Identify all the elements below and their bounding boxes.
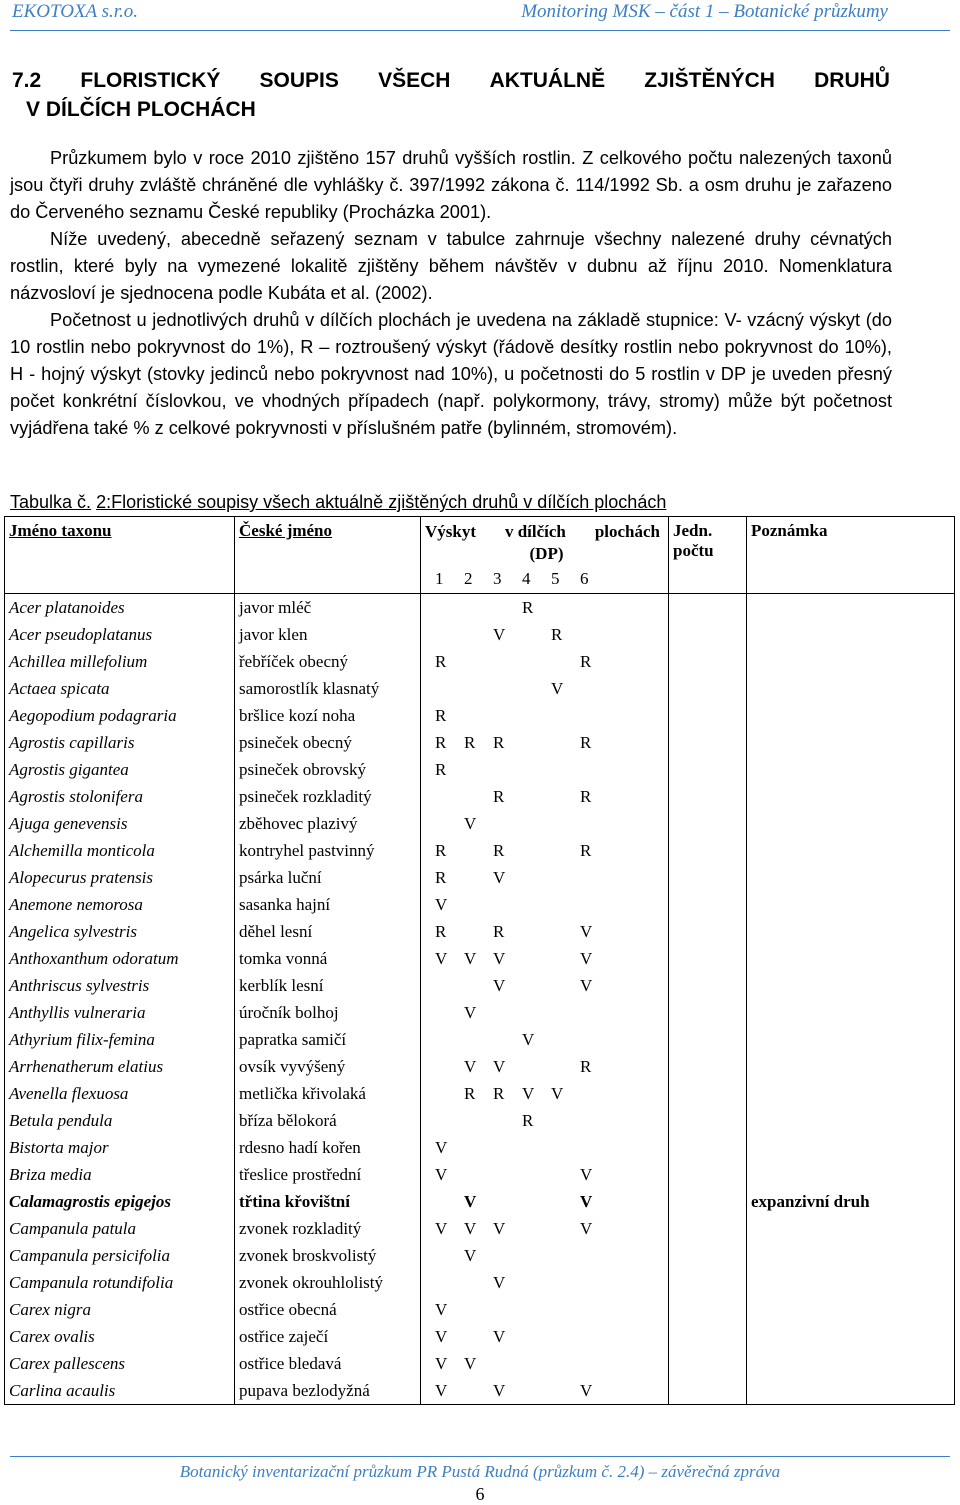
count-unit — [669, 1080, 747, 1107]
dp-occurrence — [421, 837, 669, 864]
table-row — [5, 783, 955, 810]
dp-value: V — [522, 1029, 535, 1049]
section-heading-word: DRUHŮ — [814, 69, 890, 92]
dp-value: V — [464, 813, 477, 833]
note: expanzivní druh — [747, 1188, 955, 1215]
occ-header-word2: v dílčích — [504, 522, 566, 541]
dp-value: V — [435, 948, 448, 968]
count-unit — [669, 648, 747, 675]
dp-value: V — [551, 678, 564, 698]
latin-name: Achillea millefolium — [5, 648, 235, 675]
dp-value: V — [435, 1299, 448, 1319]
dp-value: R — [493, 1083, 505, 1103]
section-heading — [12, 66, 890, 124]
dp-value: V — [435, 1137, 448, 1157]
note — [747, 756, 955, 783]
count-unit — [669, 891, 747, 918]
dp-value: V — [464, 1353, 477, 1373]
table-row — [5, 1296, 955, 1323]
dp-numbers — [421, 565, 669, 594]
section-heading-line1 — [12, 66, 890, 95]
table-row — [5, 1161, 955, 1188]
table-row — [5, 756, 955, 783]
latin-name: Agrostis stolonifera — [5, 783, 235, 810]
latin-name: Acer pseudoplatanus — [5, 621, 235, 648]
dp-value: V — [493, 975, 506, 995]
table-row — [5, 1134, 955, 1161]
czech-name: pupava bezlodyžná — [235, 1377, 421, 1405]
czech-name: kontryhel pastvinný — [235, 837, 421, 864]
latin-name: Bistorta major — [5, 1134, 235, 1161]
note — [747, 1269, 955, 1296]
dp-value: R — [435, 867, 447, 887]
dp-value: R — [464, 732, 476, 752]
czech-name: třeslice prostřední — [235, 1161, 421, 1188]
count-unit — [669, 1188, 747, 1215]
czech-name: psineček obrovský — [235, 756, 421, 783]
count-unit — [669, 810, 747, 837]
latin-name: Anthriscus sylvestris — [5, 972, 235, 999]
note — [747, 1053, 955, 1080]
table-row — [5, 864, 955, 891]
latin-name: Alopecurus pratensis — [5, 864, 235, 891]
czech-name: ovsík vyvýšený — [235, 1053, 421, 1080]
dp-value: V — [464, 1218, 477, 1238]
count-header-line2: počtu — [673, 541, 714, 560]
count-unit — [669, 1215, 747, 1242]
dp-value: V — [493, 1326, 506, 1346]
count-unit — [669, 918, 747, 945]
count-unit — [669, 1242, 747, 1269]
count-unit — [669, 1053, 747, 1080]
table-row — [5, 945, 955, 972]
czech-name: bříza bělokorá — [235, 1107, 421, 1134]
czech-name: metlička křivolaká — [235, 1080, 421, 1107]
note — [747, 972, 955, 999]
count-unit — [669, 756, 747, 783]
note — [747, 918, 955, 945]
dp-value: R — [580, 651, 592, 671]
latin-name: Campanula rotundifolia — [5, 1269, 235, 1296]
table-row — [5, 1080, 955, 1107]
table-row — [5, 675, 955, 702]
czech-name: javor mléč — [235, 594, 421, 622]
dp-value: R — [580, 786, 592, 806]
page-footer — [0, 1462, 960, 1482]
dp-occurrence — [421, 756, 669, 783]
note — [747, 837, 955, 864]
dp-value: V — [435, 1164, 448, 1184]
czech-name: děhel lesní — [235, 918, 421, 945]
table-row — [5, 810, 955, 837]
footer-rule — [10, 1456, 950, 1457]
dp-value: V — [464, 1002, 477, 1022]
dp-value: V — [464, 1056, 477, 1076]
page-header — [0, 0, 960, 32]
dp-value: V — [464, 1245, 477, 1265]
dp-occurrence — [421, 810, 669, 837]
dp-value: V — [580, 948, 593, 968]
czech-name: zvonek broskvolistý — [235, 1242, 421, 1269]
section-heading-word: ZJIŠTĚNÝCH — [644, 69, 775, 92]
note — [747, 1134, 955, 1161]
count-unit — [669, 1107, 747, 1134]
table-row — [5, 1350, 955, 1377]
dp-value: V — [580, 1191, 593, 1211]
dp-value: R — [493, 840, 505, 860]
count-unit — [669, 1350, 747, 1377]
table-caption — [10, 492, 666, 513]
dp-value: V — [580, 921, 593, 941]
dp-value: R — [435, 705, 447, 725]
dp-value: R — [435, 840, 447, 860]
czech-name: papratka samičí — [235, 1026, 421, 1053]
dp-occurrence — [421, 972, 669, 999]
count-unit — [669, 783, 747, 810]
note — [747, 1323, 955, 1350]
czech-name: psineček rozkladitý — [235, 783, 421, 810]
count-unit — [669, 999, 747, 1026]
latin-name: Aegopodium podagraria — [5, 702, 235, 729]
latin-name: Arrhenatherum elatius — [5, 1053, 235, 1080]
dp-occurrence — [421, 783, 669, 810]
note — [747, 783, 955, 810]
dp-value: R — [580, 1056, 592, 1076]
dp-occurrence — [421, 1296, 669, 1323]
dp-occurrence — [421, 1377, 669, 1405]
dp-value: R — [551, 624, 563, 644]
dp-occurrence — [421, 648, 669, 675]
dp-value: V — [464, 948, 477, 968]
dp-occurrence — [421, 999, 669, 1026]
section-heading-word: SOUPIS — [259, 69, 339, 92]
czech-name: tomka vonná — [235, 945, 421, 972]
dp-number: 6 — [580, 569, 589, 588]
note — [747, 648, 955, 675]
dp-occurrence — [421, 1269, 669, 1296]
dp-value: V — [580, 1218, 593, 1238]
czech-name: sasanka hajní — [235, 891, 421, 918]
latin-name: Athyrium filix-femina — [5, 1026, 235, 1053]
count-unit — [669, 594, 747, 622]
latin-name: Anthoxanthum odoratum — [5, 945, 235, 972]
dp-number: 5 — [551, 569, 560, 588]
dp-value: R — [435, 651, 447, 671]
czech-name: samorostlík klasnatý — [235, 675, 421, 702]
dp-value: R — [435, 759, 447, 779]
table-row — [5, 1026, 955, 1053]
latin-name: Ajuga genevensis — [5, 810, 235, 837]
note — [747, 945, 955, 972]
czech-name: psárka luční — [235, 864, 421, 891]
table-row — [5, 621, 955, 648]
table-header-row — [5, 517, 955, 566]
latin-name: Angelica sylvestris — [5, 918, 235, 945]
dp-occurrence — [421, 729, 669, 756]
note — [747, 594, 955, 622]
note — [747, 891, 955, 918]
note — [747, 1350, 955, 1377]
header-rule — [10, 30, 950, 31]
table-row — [5, 1377, 955, 1405]
czech-name: zvonek rozkladitý — [235, 1215, 421, 1242]
dp-number-blank — [747, 565, 955, 594]
col-note: Poznámka — [747, 517, 955, 566]
dp-occurrence — [421, 675, 669, 702]
latin-name: Agrostis gigantea — [5, 756, 235, 783]
note — [747, 1377, 955, 1405]
occ-header-word3: plochách — [594, 522, 660, 541]
count-unit — [669, 1377, 747, 1405]
latin-name: Carex pallescens — [5, 1350, 235, 1377]
latin-name: Acer platanoides — [5, 594, 235, 622]
dp-value: V — [435, 1353, 448, 1373]
table-row — [5, 999, 955, 1026]
dp-number: 2 — [464, 569, 473, 588]
dp-occurrence — [421, 1242, 669, 1269]
count-unit — [669, 1161, 747, 1188]
section-heading-line2: V DÍLČÍCH PLOCHÁCH — [26, 98, 256, 121]
note — [747, 1296, 955, 1323]
latin-name: Agrostis capillaris — [5, 729, 235, 756]
note — [747, 864, 955, 891]
dp-number: 1 — [435, 569, 444, 588]
latin-name: Carex nigra — [5, 1296, 235, 1323]
occ-header-dp: (DP) — [529, 544, 564, 563]
czech-name: psineček obecný — [235, 729, 421, 756]
table-caption-label: Tabulka č. — [10, 492, 92, 512]
latin-name: Actaea spicata — [5, 675, 235, 702]
note — [747, 1242, 955, 1269]
table-row — [5, 1053, 955, 1080]
dp-value: V — [435, 1380, 448, 1400]
dp-value: V — [493, 624, 506, 644]
dp-number-row — [5, 565, 955, 594]
occ-header-word1: Výskyt — [425, 522, 477, 541]
czech-name: ostřice bledavá — [235, 1350, 421, 1377]
czech-name: rdesno hadí kořen — [235, 1134, 421, 1161]
note — [747, 1215, 955, 1242]
col-occurrence — [421, 517, 669, 566]
note — [747, 1161, 955, 1188]
note — [747, 1080, 955, 1107]
czech-name: ostřice zaječí — [235, 1323, 421, 1350]
count-unit — [669, 864, 747, 891]
czech-name: řebříček obecný — [235, 648, 421, 675]
dp-occurrence — [421, 1053, 669, 1080]
dp-occurrence — [421, 1161, 669, 1188]
table-caption-text: 2:Floristické soupisy všech aktuálně zjištěných druhů v dílčích plochách — [96, 492, 667, 512]
note — [747, 621, 955, 648]
dp-value: R — [580, 732, 592, 752]
count-unit — [669, 1269, 747, 1296]
count-unit — [669, 1134, 747, 1161]
count-unit — [669, 621, 747, 648]
czech-name: kerblík lesní — [235, 972, 421, 999]
dp-value: V — [493, 1272, 506, 1292]
species-table — [4, 516, 955, 1405]
dp-occurrence — [421, 1350, 669, 1377]
dp-number: 4 — [522, 569, 531, 588]
count-unit — [669, 837, 747, 864]
dp-value: R — [493, 921, 505, 941]
table-row — [5, 891, 955, 918]
footer-text: Botanický inventarizační průzkum PR Pustá Rudná (průzkum č. 2.4) – závěrečná zpráva — [179, 1462, 781, 1481]
count-unit — [669, 972, 747, 999]
intro-text — [10, 145, 892, 442]
table-row — [5, 1242, 955, 1269]
dp-occurrence — [421, 918, 669, 945]
dp-value: V — [580, 1380, 593, 1400]
table-row — [5, 918, 955, 945]
count-header-line1: Jedn. — [673, 521, 713, 540]
dp-value: R — [522, 1110, 534, 1130]
czech-name: zběhovec plazivý — [235, 810, 421, 837]
table-row — [5, 729, 955, 756]
latin-name: Carex ovalis — [5, 1323, 235, 1350]
dp-occurrence — [421, 1215, 669, 1242]
dp-value: R — [580, 840, 592, 860]
col-count-unit — [669, 517, 747, 566]
dp-value: V — [435, 1326, 448, 1346]
count-unit — [669, 945, 747, 972]
section-heading-word: AKTUÁLNĚ — [489, 69, 606, 92]
table-row — [5, 1323, 955, 1350]
dp-occurrence — [421, 1107, 669, 1134]
latin-name: Carlina acaulis — [5, 1377, 235, 1405]
latin-name: Anthyllis vulneraria — [5, 999, 235, 1026]
dp-value: R — [435, 921, 447, 941]
dp-occurrence — [421, 864, 669, 891]
page-number: 6 — [475, 1484, 485, 1504]
dp-occurrence — [421, 621, 669, 648]
col-latin-name: Jméno taxonu — [5, 517, 235, 566]
dp-value: V — [493, 1380, 506, 1400]
dp-value: R — [522, 597, 534, 617]
dp-value: V — [493, 1218, 506, 1238]
note — [747, 702, 955, 729]
table-row — [5, 1215, 955, 1242]
table-row — [5, 648, 955, 675]
note — [747, 729, 955, 756]
document-series: Monitoring MSK – část 1 – Botanické průzkumy — [521, 1, 888, 22]
dp-occurrence — [421, 945, 669, 972]
dp-number: 3 — [493, 569, 502, 588]
note — [747, 1107, 955, 1134]
latin-name: Calamagrostis epigejos — [5, 1188, 235, 1215]
latin-name: Campanula patula — [5, 1215, 235, 1242]
czech-name: úročník bolhoj — [235, 999, 421, 1026]
note — [747, 999, 955, 1026]
czech-name: třtina křovištní — [235, 1188, 421, 1215]
table-row — [5, 702, 955, 729]
count-unit — [669, 702, 747, 729]
dp-value: V — [580, 1164, 593, 1184]
czech-name: ostřice obecná — [235, 1296, 421, 1323]
table-row — [5, 837, 955, 864]
table-row — [5, 972, 955, 999]
dp-value: V — [580, 975, 593, 995]
latin-name: Betula pendula — [5, 1107, 235, 1134]
czech-name: bršlice kozí noha — [235, 702, 421, 729]
note — [747, 1026, 955, 1053]
dp-number-blank — [669, 565, 747, 594]
table-row — [5, 1188, 955, 1215]
table-row — [5, 1107, 955, 1134]
dp-value: R — [464, 1083, 476, 1103]
dp-occurrence — [421, 1080, 669, 1107]
dp-occurrence — [421, 1026, 669, 1053]
note — [747, 675, 955, 702]
dp-number-blank — [235, 565, 421, 594]
dp-value: V — [435, 1218, 448, 1238]
dp-occurrence — [421, 702, 669, 729]
dp-occurrence — [421, 1323, 669, 1350]
count-unit — [669, 1323, 747, 1350]
dp-value: V — [551, 1083, 564, 1103]
count-unit — [669, 1026, 747, 1053]
dp-number-blank — [5, 565, 235, 594]
czech-name: zvonek okrouhlolistý — [235, 1269, 421, 1296]
dp-value: V — [522, 1083, 535, 1103]
dp-occurrence — [421, 594, 669, 622]
dp-value: V — [493, 867, 506, 887]
latin-name: Anemone nemorosa — [5, 891, 235, 918]
czech-name: javor klen — [235, 621, 421, 648]
table-row — [5, 594, 955, 622]
latin-name: Briza media — [5, 1161, 235, 1188]
dp-value: R — [493, 732, 505, 752]
latin-name: Campanula persicifolia — [5, 1242, 235, 1269]
section-heading-word: FLORISTICKÝ — [80, 69, 221, 92]
dp-value: V — [435, 894, 448, 914]
intro-paragraph: Níže uvedený, abecedně seřazený seznam v tabulce zahrnuje všechny nalezené druhy cévnatých rostlin, které byly na vymezené lokalitě zjištěny během návštěv v dubnu až říjnu 2010. Nomenklatura názvosloví je sjednocena podle Kubáta et al. (2002). — [10, 229, 892, 303]
note — [747, 810, 955, 837]
dp-occurrence — [421, 891, 669, 918]
count-unit — [669, 675, 747, 702]
dp-value: V — [493, 1056, 506, 1076]
dp-occurrence — [421, 1188, 669, 1215]
section-number: 7.2 — [12, 69, 42, 92]
dp-value: V — [464, 1191, 477, 1211]
count-unit — [669, 1296, 747, 1323]
company-name: EKOTOXA s.r.o. — [12, 1, 138, 22]
table-row — [5, 1269, 955, 1296]
latin-name: Avenella flexuosa — [5, 1080, 235, 1107]
intro-paragraph: Početnost u jednotlivých druhů v dílčích plochách je uvedena na základě stupnice: V- vzácný výskyt (do 10 rostlin nebo pokryvnost do 1%), R – roztroušený výskyt (řádově desítky rostlin nebo pokryvnost do 10%), H - hojný výskyt (stovky jedinců nebo pokryvnost nad 10%), u početnosti do 5 rostlin v DP je uveden přesný počet konkrétní číslovkou, ve vhodných případech (např. polykormony, trávy, stromy) může být početnost vyjádřena také % z celkové pokryvnosti v příslušném patře (bylinném, stromovém). — [10, 310, 892, 438]
dp-value: R — [435, 732, 447, 752]
col-czech-name: České jméno — [235, 517, 421, 566]
count-unit — [669, 729, 747, 756]
intro-paragraph: Průzkumem bylo v roce 2010 zjištěno 157 druhů vyšších rostlin. Z celkového počtu nalezených taxonů jsou čtyři druhy zvláště chráněné dle vyhlášky č. 397/1992 zákona č. 114/1992 Sb. a osm druhu je zařazeno do Červeného seznamu České republiky (Procházka 2001). — [10, 148, 892, 222]
section-heading-word: VŠECH — [378, 69, 451, 92]
dp-value: R — [493, 786, 505, 806]
latin-name: Alchemilla monticola — [5, 837, 235, 864]
dp-occurrence — [421, 1134, 669, 1161]
dp-value: V — [493, 948, 506, 968]
